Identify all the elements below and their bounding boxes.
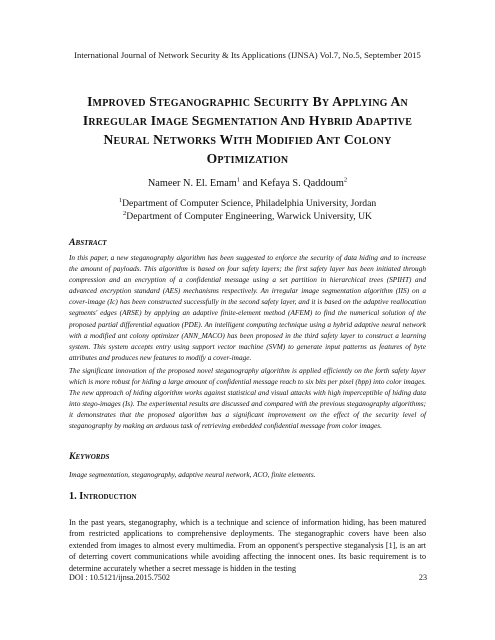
author-2-name: Kefaya S. Qaddoum <box>260 178 344 189</box>
introduction-text: In the past years, steganography, which is a technique and science of information hiding, has been matured from restricted applications to comprehensive deployments. The steganographic covers have been also extended from images to almost every multimedia. From an opponent's perspective steganalysis [1], is an art of deterring covert communications while avoiding affecting the innocent ones. Its basic requirement is to determine accurately whether a secret message is hidden in the testing <box>69 518 426 573</box>
author-line <box>0 178 495 189</box>
paper-title: Improved Steganographic Security By Applying An Irregular Image Segmentation And Hybrid Adaptive Neural Networks With Modified Ant Colony Optimization <box>82 94 413 166</box>
introduction-heading: 1. Introduction <box>69 491 137 502</box>
affiliation-2-text: Department of Computer Engineering, Warwick University, UK <box>126 211 372 222</box>
affiliation-2-sup: 2 <box>123 209 127 217</box>
affiliation-2 <box>0 211 495 222</box>
author-1-name: Nameer N. El. Emam <box>147 178 237 189</box>
page-number: 23 <box>418 573 427 582</box>
affiliation-1-sup: 1 <box>118 196 123 204</box>
abstract-paragraph-2: The significant innovation of the proposed novel steganography algorithm is applied efficiently on the forth safety layer which is more robust for hiding a large amount of confidential message reach to six bits per pixel (bpp) into color images. The new approach of hiding algorithm works against statistical and visual attacks with high imperceptible of hiding data into stego-images (Is). The experimental results are discussed and compared with the previous steganography algorithms; it demonstrates that the proposed algorithm has a significant improvement on the effect of the security level of steganography by making an arduous task of retrieving embedded confidential message from color images. <box>69 366 426 431</box>
abstract-paragraph-1: In this paper, a new steganography algorithm has been suggested to enforce the security of data hiding and to increase the amount of payloads. This algorithm is based on four safety layers; the first safety layer has been initiated through compression and an encryption of a confidential message using a set partition in hierarchical trees (SPIHT) and advanced encryption standard (AES) mechanisms respectively. An irregular image segmentation algorithm (IIS) on a cover-image (Ic) has been constructed successfully in the second safety layer, and it is based on the adaptive reallocation segments' edges (ARSE) by applying an adaptive finite-element method (AFEM) to find the numerical solution of the proposed partial differential equation (PDE). An intelligent computing technique using a hybrid adaptive neural network with a modified ant colony optimizer (ANN_MACO) has been proposed in the third safety layer to construct a learning system. This system accepts entry using support vector machine (SVM) to generate input patterns as features of byte attributes and produces new features to modify a cover-image. <box>69 253 426 362</box>
author-1-sup: 1 <box>236 176 241 184</box>
keywords-heading: Keywords <box>69 451 110 462</box>
journal-header: International Journal of Network Security & Its Applications (IJNSA) Vol.7, No.5, September 2015 <box>74 50 421 60</box>
abstract-heading: Abstract <box>69 237 107 248</box>
doi-footer: DOI : 10.5121/ijnsa.2015.7502 <box>69 573 170 582</box>
affiliation-1-text: Department of Computer Science, Philadelphia University, Jordan <box>122 198 377 209</box>
keywords-text: Image segmentation, steganography, adaptive neural network, ACO, finite elements. <box>69 470 316 479</box>
author-and: and <box>240 178 261 189</box>
author-2-sup: 2 <box>343 176 348 184</box>
affiliation-1 <box>0 198 495 209</box>
